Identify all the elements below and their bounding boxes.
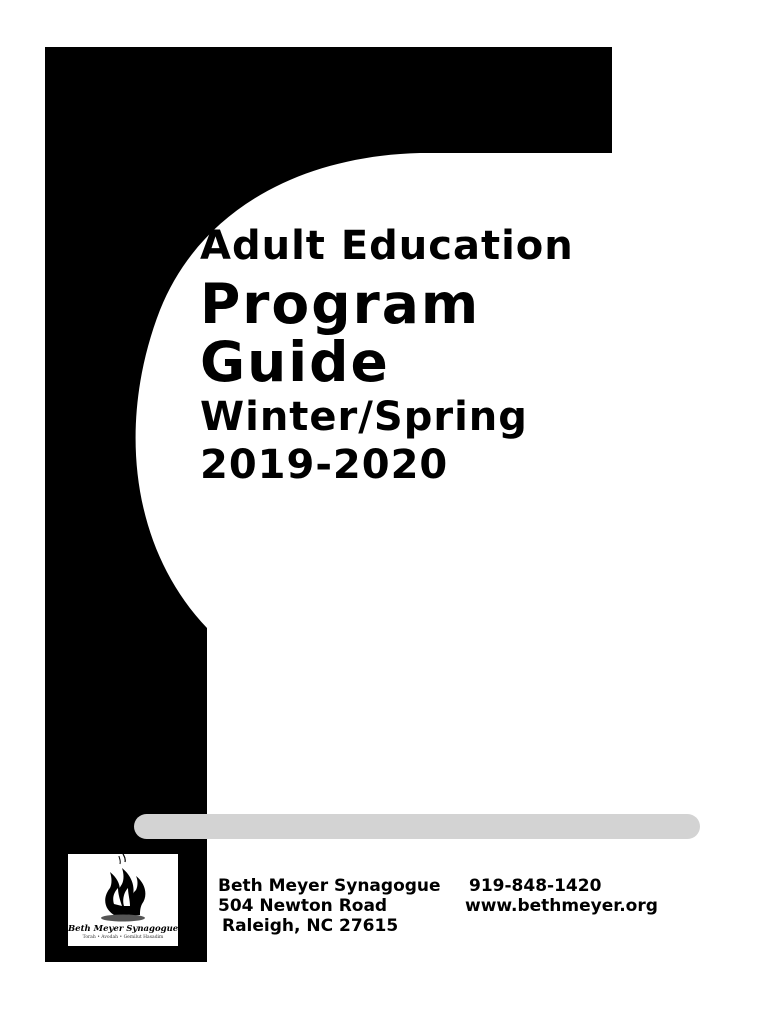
org-city: Raleigh, NC 27615 [222, 916, 399, 936]
synagogue-logo [68, 854, 178, 946]
contact-block [465, 876, 705, 916]
title-block [200, 222, 680, 489]
flame-icon [68, 854, 178, 926]
title-adult-education: Adult Education [200, 223, 574, 269]
title-guide: Guide [200, 330, 390, 394]
logo-tagline: Torah • Avodah • Gemilut Hasadim [82, 935, 164, 940]
logo-name: Beth Meyer Synagogue [68, 924, 179, 934]
org-street: 504 Newton Road [218, 896, 388, 916]
title-program: Program [200, 272, 481, 336]
title-year: 2019-2020 [200, 442, 449, 488]
divider-bar [134, 814, 700, 839]
org-name: Beth Meyer Synagogue [218, 876, 441, 896]
title-season: Winter/Spring [200, 394, 528, 440]
org-website: www.bethmeyer.org [465, 896, 658, 916]
address-block [218, 876, 458, 936]
org-phone: 919-848-1420 [469, 876, 602, 896]
